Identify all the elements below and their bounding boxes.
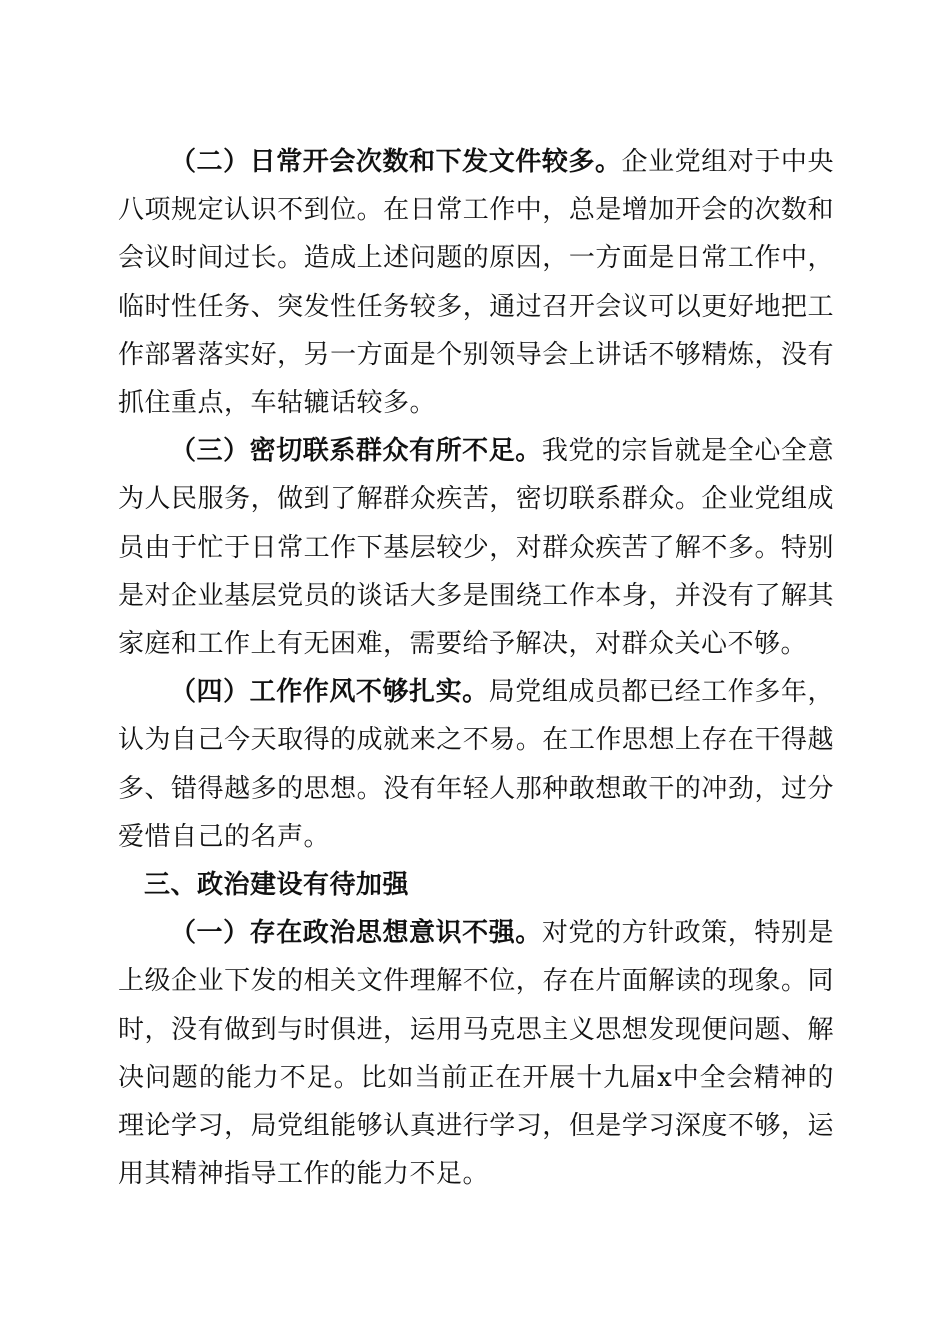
paragraph-work-style-text: 局党组成员都已经工作多年，认为自己今天取得的成就来之不易。在工作思想上存在干得越多、错得越多的思想。没有年轻人那种敢想敢干的冲劲，过分爱惜自己的名声。	[118, 677, 834, 852]
paragraph-meetings-text: 企业党组对于中央八项规定认识不到位。在日常工作中，总是增加开会的次数和会议时间过长。造成上述问题的原因，一方面是日常工作中，临时性任务、突发性任务较多，通过召开会议可以更好地把工作部署落实好，另一方面是个别领导会上讲话不够精炼，没有抓住重点，车轱辘话较多。	[118, 147, 834, 419]
paragraph-meetings	[118, 138, 834, 427]
paragraph-political-awareness	[118, 909, 834, 1198]
paragraph-masses	[118, 427, 834, 668]
paragraph-meetings-heading: （二）日常开会次数和下发文件较多。	[170, 147, 622, 177]
paragraph-work-style	[118, 668, 834, 861]
paragraph-masses-text: 我党的宗旨就是全心全意为人民服务，做到了解群众疾苦，密切联系群众。企业党组成员由于忙于日常工作下基层较少，对群众疾苦了解不多。特别是对企业基层党员的谈话大多是围绕工作本身，并没有了解其家庭和工作上有无困难，需要给予解决，对群众关心不够。	[118, 436, 834, 660]
document-body	[118, 138, 834, 1198]
paragraph-political-awareness-text: 对党的方针政策，特别是上级企业下发的相关文件理解不位，存在片面解读的现象。同时，没有做到与时俱进，运用马克思主义思想发现便问题、解决问题的能力不足。比如当前正在开展十九届x中全会精神的理论学习，局党组能够认真进行学习，但是学习深度不够，运用其精神指导工作的能力不足。	[118, 918, 834, 1190]
paragraph-masses-heading: （三）密切联系群众有所不足。	[170, 436, 542, 467]
paragraph-work-style-heading: （四）工作作风不够扎实。	[170, 677, 489, 708]
paragraph-political-awareness-heading: （一）存在政治思想意识不强。	[170, 918, 542, 949]
section-heading-political: 三、政治建设有待加强	[144, 870, 410, 901]
